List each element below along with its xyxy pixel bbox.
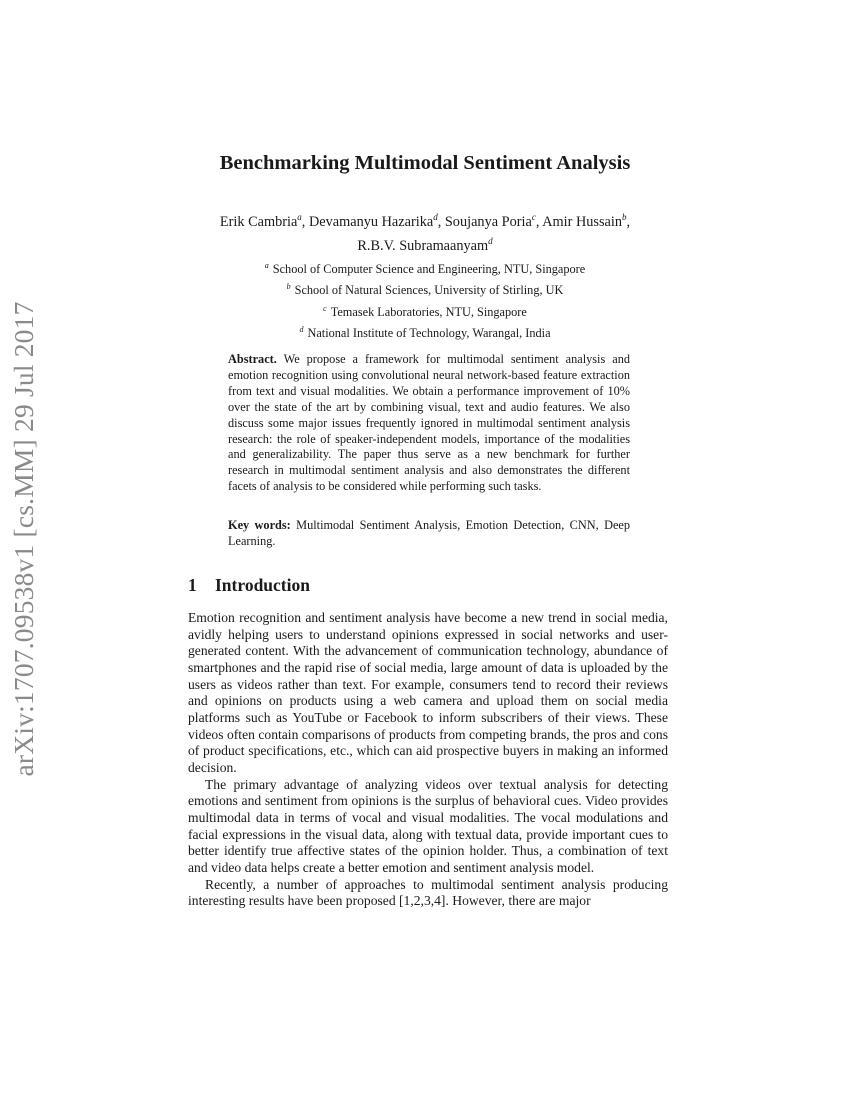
body-paragraph: Emotion recognition and sentiment analysis have become a new trend in social media, avidly helping users to understand opinions expressed in social networks and user-generated content. With the advancement of communication technology, abundance of smartphones and the rapid rise of social media, large amount of data is uploaded by the users as videos rather than text. For example, consumers tend to record their reviews and opinions on products using a web camera and upload them on social media platforms such as YouTube or Facebook to inform subscribers of their views. These videos often contain comparisons of products from competing brands, the pros and cons of product specifications, etc., which can aid prospective buyers in making an informed decision. [188, 610, 668, 775]
affiliation-mark: a [264, 261, 269, 270]
body-paragraph: Recently, a number of approaches to multimodal sentiment analysis producing interesting results have been proposed [1,2,3,4]. However, there are major [188, 876, 668, 909]
affiliation-line [190, 278, 660, 299]
affiliation-mark: c [323, 303, 327, 313]
affiliation-line [190, 321, 660, 342]
author-separator: , [301, 213, 309, 230]
affiliation-text: School of Natural Sciences, University of Stirling, UK [294, 283, 564, 298]
arxiv-sidebar-stamp [2, 293, 46, 785]
author-affiliation-mark: d [488, 235, 493, 246]
author-affiliation-mark: a [297, 212, 302, 222]
affiliation-line [190, 300, 660, 321]
affiliation-mark: b [286, 282, 291, 292]
author-name: Amir Hussain [542, 213, 623, 230]
keywords-text: Multimodal Sentiment Analysis, Emotion Detection, CNN, Deep Learning. [228, 518, 631, 548]
author-name: Erik Cambria [219, 213, 298, 230]
author-name: Devamanyu Hazarika [308, 213, 434, 230]
affiliation-text: School of Computer Science and Engineering, NTU, Singapore [272, 262, 586, 277]
affiliation-line [190, 257, 660, 278]
affiliation-text: National Institute of Technology, Warangal, India [307, 326, 551, 341]
paper-title: Benchmarking Multimodal Sentiment Analysis [219, 152, 631, 174]
author-name: Soujanya Poria [444, 213, 532, 230]
section-title: Introduction [215, 575, 310, 595]
section-body [188, 610, 668, 910]
author-affiliation-mark: c [531, 212, 536, 222]
author-name: R.B.V. Subramaanyam [357, 237, 489, 254]
abstract-label: Abstract. [228, 352, 277, 366]
section-heading [188, 575, 310, 596]
affiliation-list [190, 257, 660, 343]
author-affiliation-mark: b [622, 212, 627, 222]
keywords-label: Key words: [228, 518, 291, 532]
abstract-text: We propose a framework for multimodal sentiment analysis and emotion recognition using convolutional neural network-based feature extraction from text and visual modalities. We obtain a performance improvement of 10% over the state of the art by combining visual, text and audio features. We also discuss some major issues frequently ignored in multimodal sentiment analysis research: the role of speaker-independent models, importance of the modalities and generalizability. The paper thus serve as a new benchmark for further research in multimodal sentiment analysis and also demonstrates the different facets of analysis to be considered while performing such tasks. [228, 352, 630, 494]
affiliation-text: Temasek Laboratories, NTU, Singapore [330, 304, 527, 319]
author-list [190, 208, 660, 256]
body-paragraph: The primary advantage of analyzing videos over textual analysis for detecting emotions and sentiment from opinions is the surplus of behavioral cues. Video provides multimodal data in terms of vocal and visual modalities. The vocal modulations and facial expressions in the visual data, along with textual data, provide important cues to better identify true affective states of the opinion holder. Thus, a combination of text and video data helps create a better emotion and sentiment analysis model. [188, 776, 668, 875]
keywords [228, 518, 630, 550]
abstract [228, 352, 630, 495]
author-affiliation-mark: d [433, 212, 438, 222]
affiliation-mark: d [299, 325, 304, 335]
section-number: 1 [188, 575, 197, 595]
arxiv-identifier: arXiv:1707.09538v1 [cs.MM] 29 Jul 2017 [8, 301, 39, 777]
author-separator: , [437, 213, 445, 230]
author-separator: , [626, 213, 631, 230]
author-separator: , [535, 213, 543, 230]
